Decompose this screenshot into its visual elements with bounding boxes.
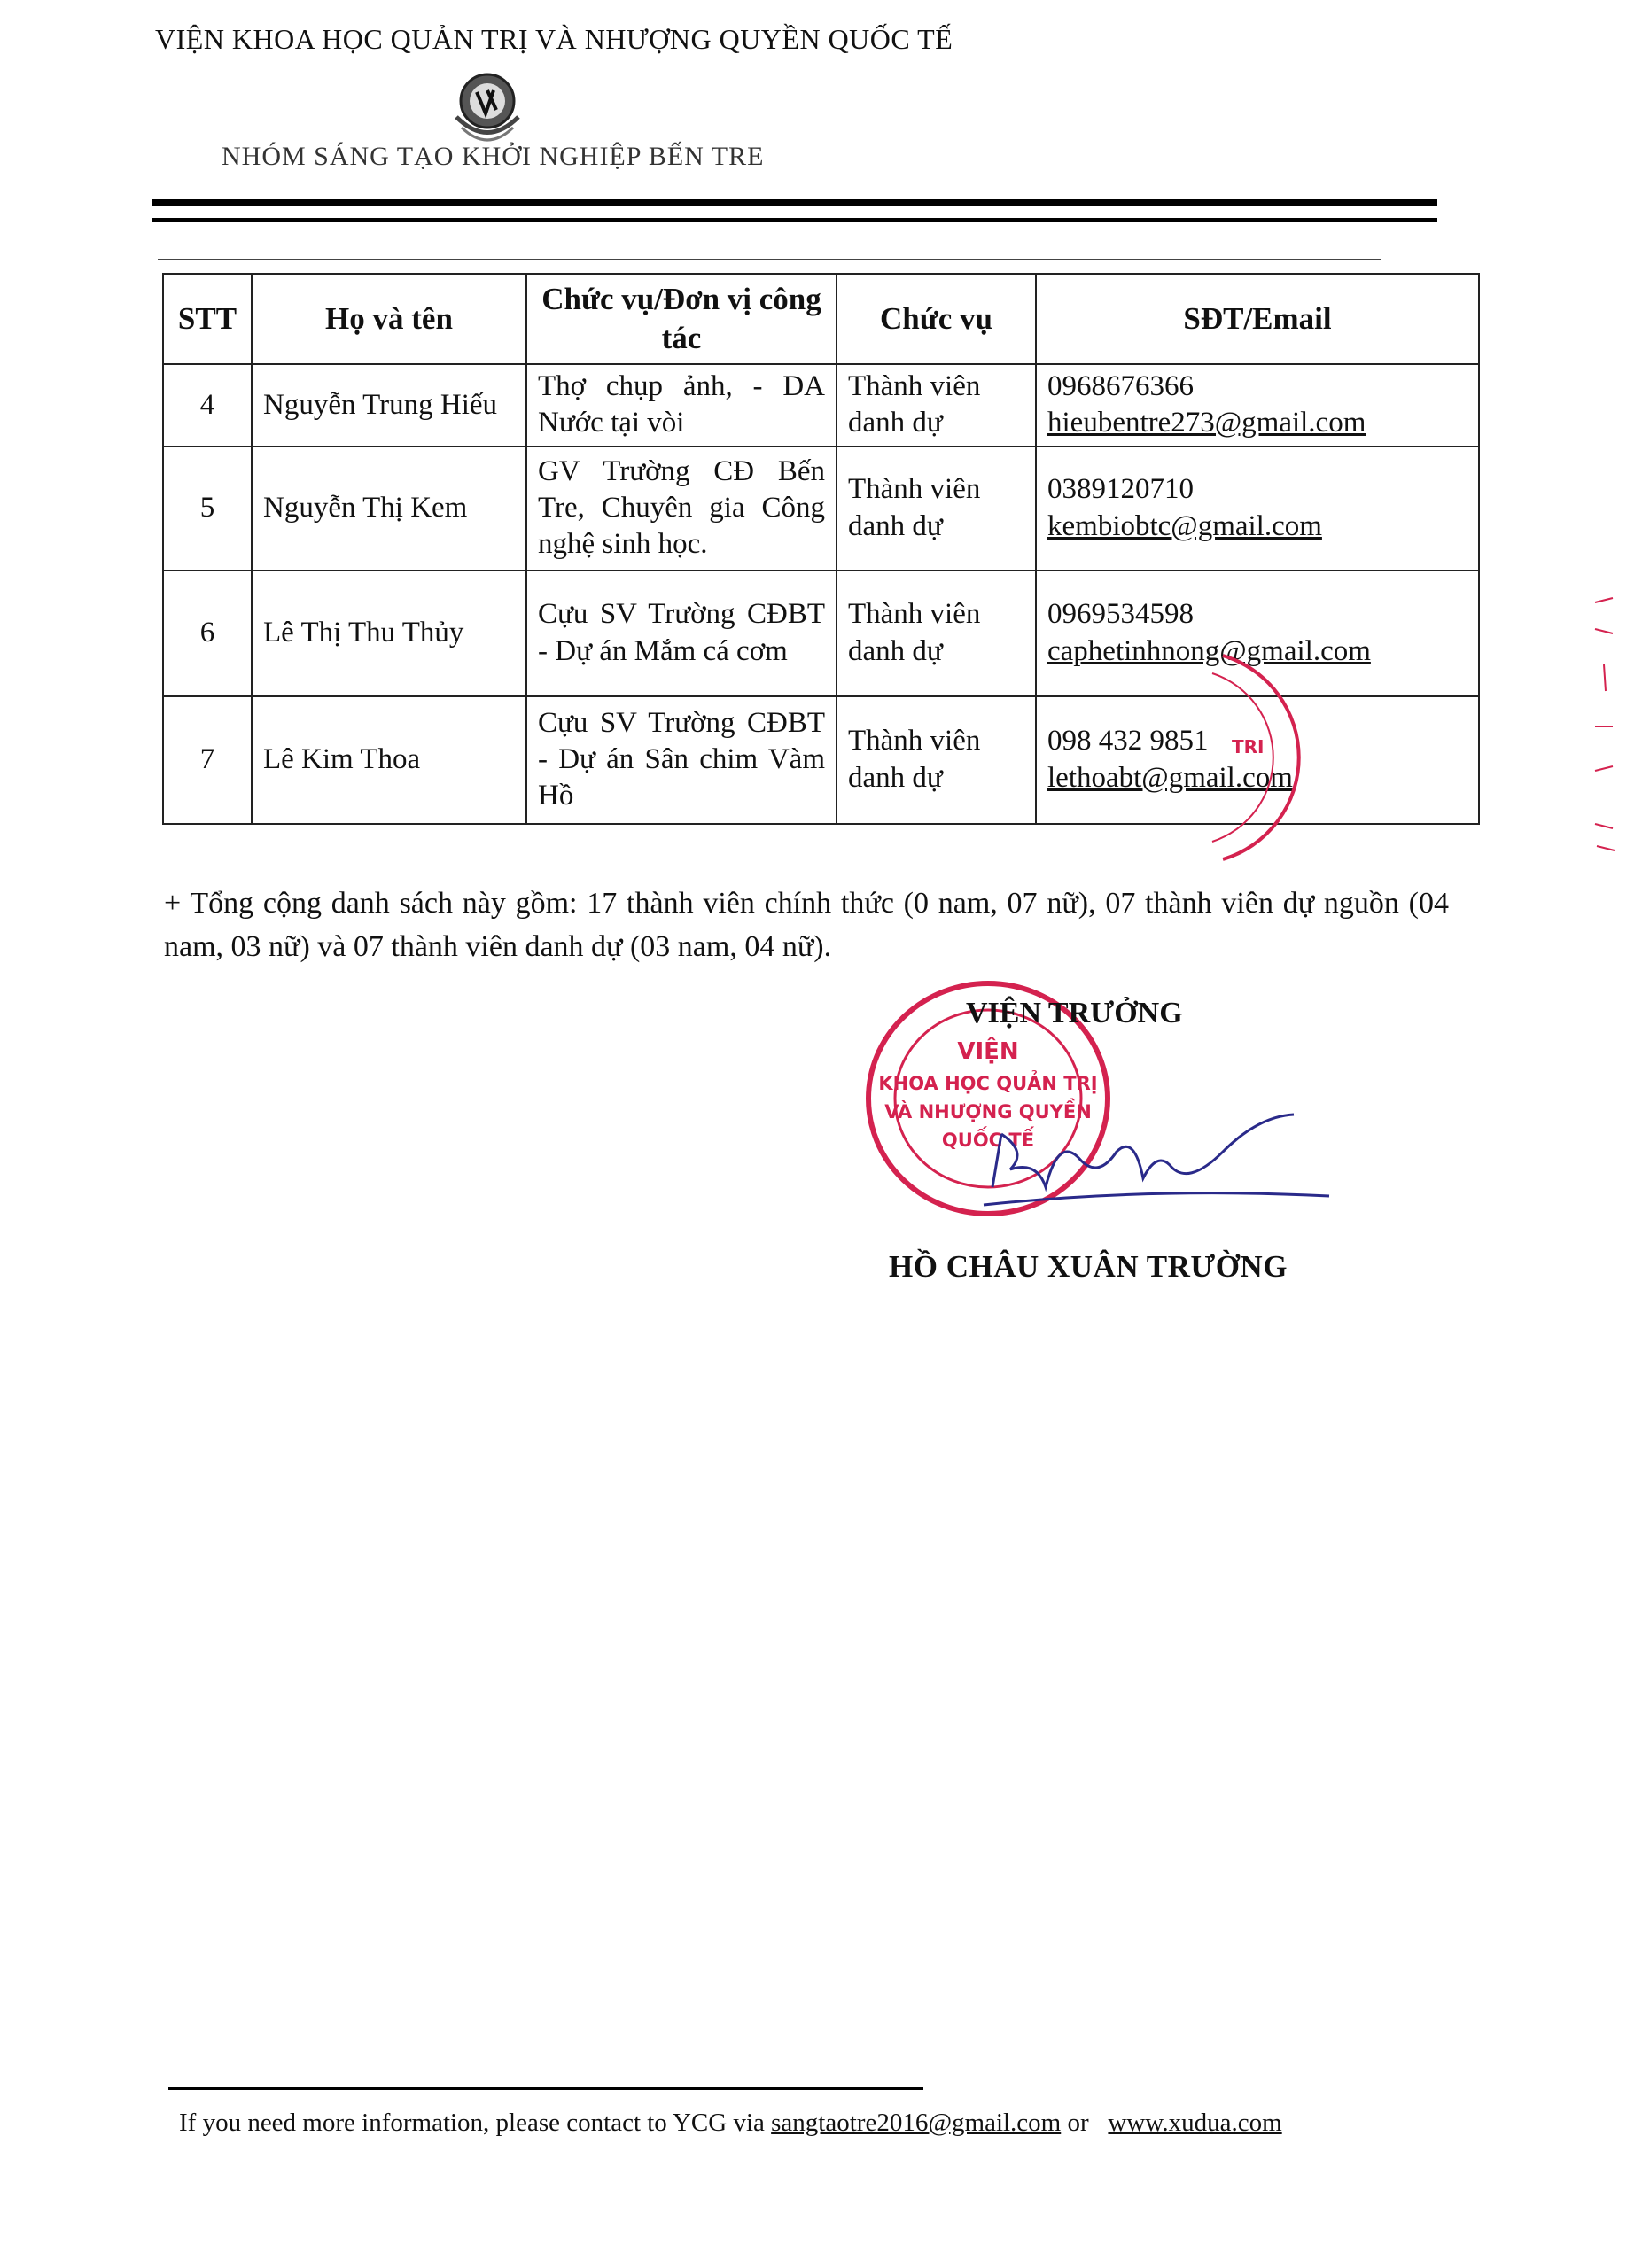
cell-unit: Cựu SV Trường CĐBT - Dự án Mắm cá cơm xyxy=(526,571,837,696)
phone-number: 0389120710 xyxy=(1047,473,1194,506)
cell-stt: 4 xyxy=(163,364,252,447)
header-stt: STT xyxy=(163,274,252,364)
footer-rule xyxy=(168,2087,923,2090)
phone-number: 0969534598 xyxy=(1047,598,1194,631)
cell-unit: Cựu SV Trường CĐBT - Dự án Sân chim Vàm Hồ xyxy=(526,696,837,824)
svg-text:QUỐC TẾ: QUỐC TẾ xyxy=(941,1130,1035,1151)
organization-name: VIỆN KHOA HỌC QUẢN TRỊ VÀ NHƯỢNG QUYỀN QUỐC TẾ xyxy=(155,23,953,55)
cell-name: Nguyễn Trung Hiếu xyxy=(252,364,526,447)
cell-name: Lê Thị Thu Thủy xyxy=(252,571,526,696)
header-unit: Chức vụ/Đơn vị công tác xyxy=(526,274,837,364)
cell-role: Thành viên danh dự xyxy=(837,447,1036,571)
header-role: Chức vụ xyxy=(837,274,1036,364)
email-address: lethoabt@gmail.com xyxy=(1047,761,1293,794)
email-address: hieubentre273@gmail.com xyxy=(1047,407,1366,439)
footer-email-link[interactable]: sangtaotre2016@gmail.com xyxy=(771,2109,1062,2137)
footer-or: or xyxy=(1067,2109,1089,2137)
table-row xyxy=(163,447,1479,571)
svg-text:VIỆN: VIỆN xyxy=(957,1038,1019,1065)
cell-contact xyxy=(1036,447,1479,571)
cell-unit: Thợ chụp ảnh, - DA Nước tại vòi xyxy=(526,364,837,447)
cell-name: Lê Kim Thoa xyxy=(252,696,526,824)
header-contact: SĐT/Email xyxy=(1036,274,1479,364)
cell-role: Thành viên danh dự xyxy=(837,571,1036,696)
cell-stt: 7 xyxy=(163,696,252,824)
phone-number: 098 432 9851 xyxy=(1047,725,1209,757)
header-rule-thin xyxy=(158,259,1381,260)
svg-text:VÀ NHƯỢNG QUYỀN: VÀ NHƯỢNG QUYỀN xyxy=(884,1101,1092,1122)
header-rule-thick xyxy=(152,218,1437,222)
email-address: kembiobtc@gmail.com xyxy=(1047,509,1322,542)
svg-text:TRI: TRI xyxy=(1232,736,1265,757)
group-name: NHÓM SÁNG TẠO KHỞI NGHIỆP BẾN TRE xyxy=(222,142,765,171)
table-row xyxy=(163,364,1479,447)
footer xyxy=(179,2109,1282,2138)
table-header-row xyxy=(163,274,1479,364)
cell-contact xyxy=(1036,364,1479,447)
svg-text:KHOA HỌC QUẢN TRỊ: KHOA HỌC QUẢN TRỊ xyxy=(878,1073,1098,1094)
footer-text: If you need more information, please contact to YCG via xyxy=(179,2109,765,2137)
institute-logo-icon xyxy=(448,64,527,144)
cell-role: Thành viên danh dự xyxy=(837,364,1036,447)
cell-stt: 5 xyxy=(163,447,252,571)
header-rule-thick xyxy=(152,199,1437,206)
email-address: caphetinhnong@gmail.com xyxy=(1047,634,1371,667)
signature-icon xyxy=(975,1099,1347,1214)
cell-name: Nguyễn Thị Kem xyxy=(252,447,526,571)
signatory-name: HỒ CHÂU XUÂN TRƯỜNG xyxy=(889,1249,1288,1284)
cell-stt: 6 xyxy=(163,571,252,696)
signature-title: VIỆN TRƯỞNG xyxy=(966,997,1183,1029)
cell-unit: GV Trường CĐ Bến Tre, Chuyên gia Công nghệ sinh học. xyxy=(526,447,837,571)
summary-text: + Tổng cộng danh sách này gồm: 17 thành viên chính thức (0 nam, 07 nữ), 07 thành viên dự nguồn (04 nam, 03 nữ) và 07 thành viên danh dự (03 nam, 04 nữ). xyxy=(164,887,1449,964)
header-name: Họ và tên xyxy=(252,274,526,364)
edge-stamp-mark-icon xyxy=(1586,594,1622,859)
footer-website-link[interactable]: www.xudua.com xyxy=(1108,2109,1282,2137)
partial-seal-icon xyxy=(1205,638,1347,868)
cell-role: Thành viên danh dự xyxy=(837,696,1036,824)
phone-number: 0968676366 xyxy=(1047,370,1194,402)
